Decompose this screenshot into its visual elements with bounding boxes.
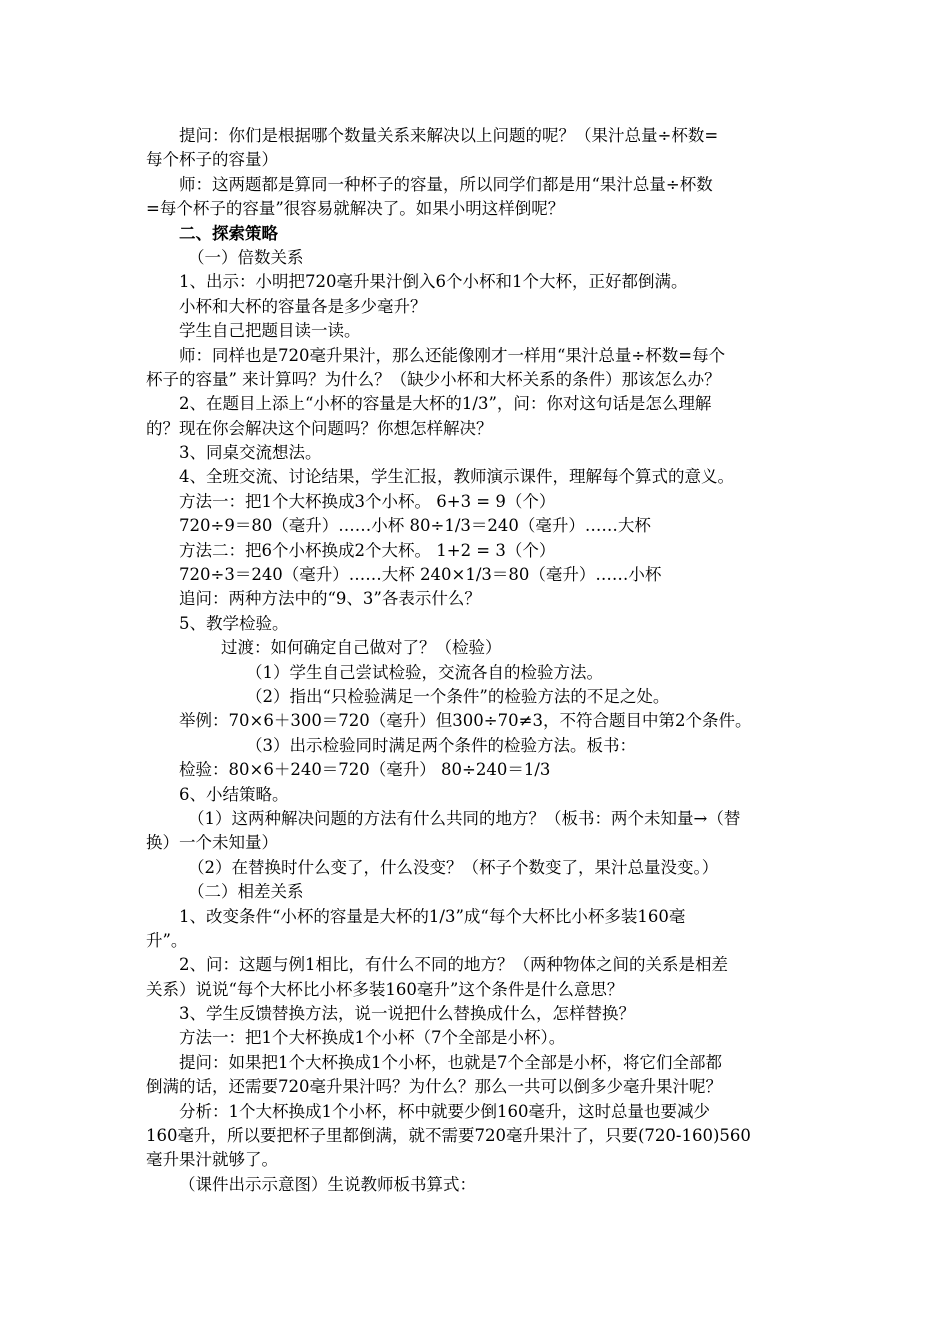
- method-line: 方法一：把1个大杯换成3个小杯。 6+3 = 9（个）: [179, 491, 556, 511]
- paragraph-line: 毫升果汁就够了。: [146, 1150, 278, 1170]
- paragraph-line: 杯子的容量” 来计算吗？为什么？（缺少小杯和大杯关系的条件）那该怎么办？: [146, 369, 721, 389]
- paragraph-line: （3）出示检验同时满足两个条件的检验方法。板书：: [246, 735, 636, 755]
- paragraph-line: 过渡：如何确定自己做对了？（检验）: [221, 638, 502, 658]
- formula-line: 720÷3＝240（毫升）……大杯 240×1/3＝80（毫升）……小杯: [179, 565, 662, 585]
- paragraph-line: 2、问：这题与例1相比，有什么不同的地方？（两种物体之间的关系是相差: [179, 955, 728, 975]
- paragraph-line: 倒满的话，还需要720毫升果汁吗？为什么？那么一共可以倒多少毫升果汁呢？: [146, 1077, 722, 1097]
- paragraph-line: （1）这两种解决问题的方法有什么共同的地方？（板书：两个未知量→（替: [188, 808, 741, 828]
- paragraph-line: 提问：你们是根据哪个数量关系来解决以上问题的呢？（果汁总量÷杯数=: [179, 126, 719, 145]
- formula-line: 检验：80×6＋240＝720（毫升） 80÷240＝1/3: [179, 760, 551, 780]
- paragraph-line: 提问：如果把1个大杯换成1个小杯，也就是7个全部是小杯，将它们全部都: [179, 1052, 722, 1072]
- paragraph-line: 6、小结策略。: [179, 784, 289, 804]
- paragraph-line: （课件出示示意图）生说教师板书算式：: [179, 1174, 476, 1194]
- paragraph-line: 关系）说说“每个大杯比小杯多装160毫升”这个条件是什么意思？: [146, 979, 624, 999]
- paragraph-line: （2）指出“只检验满足一个条件”的检验方法的不足之处。: [246, 686, 670, 706]
- paragraph-line: 小杯和大杯的容量各是多少毫升？: [179, 296, 427, 316]
- paragraph-line: 师：这两题都是算同一种杯子的容量，所以同学们都是用“果汁总量÷杯数: [179, 174, 713, 194]
- paragraph-line: （1）学生自己尝试检验，交流各自的检验方法。: [246, 662, 603, 682]
- paragraph-line: 5、教学检验。: [179, 613, 289, 633]
- paragraph-line: 4、全班交流、讨论结果，学生汇报，教师演示课件，理解每个算式的意义。: [179, 467, 734, 487]
- subsection-heading: （一）倍数关系: [188, 247, 304, 267]
- paragraph-line: 2、在题目上添上“小杯的容量是大杯的1/3”，问：你对这句话是怎么理解: [179, 394, 712, 414]
- paragraph-line: 160毫升，所以要把杯子里都倒满，就不需要720毫升果汁了，只要(720-160)560: [146, 1126, 751, 1146]
- paragraph-line: （2）在替换时什么变了，什么没变？（杯子个数变了，果汁总量没变。）: [188, 857, 719, 877]
- example-line: 举例：70×6＋300＝720（毫升）但300÷70≠3，不符合题目中第2个条件。: [179, 711, 752, 731]
- paragraph-line: 追问：两种方法中的“9、3”各表示什么？: [179, 589, 481, 609]
- paragraph-line: =每个杯子的容量”很容易就解决了。如果小明这样倒呢？: [146, 199, 565, 219]
- paragraph-line: 3、学生反馈替换方法，说一说把什么替换成什么，怎样替换？: [179, 1004, 635, 1024]
- paragraph-line: 换）一个未知量）: [146, 833, 278, 853]
- method-line: 方法二：把6个小杯换成2个大杯。 1+2 = 3（个）: [179, 540, 556, 560]
- paragraph-line: 师：同样也是720毫升果汁，那么还能像刚才一样用“果汁总量÷杯数=每个: [179, 345, 726, 365]
- paragraph-line: 分析：1个大杯换成1个小杯，杯中就要少倒160毫升，这时总量也要减少: [179, 1101, 710, 1121]
- formula-line: 720÷9＝80（毫升）……小杯 80÷1/3＝240（毫升）……大杯: [179, 516, 651, 536]
- document-body: [146, 124, 816, 1197]
- subsection-heading: （二）相差关系: [188, 882, 304, 902]
- paragraph-line: 1、出示：小明把720毫升果汁倒入6个小杯和1个大杯，正好都倒满。: [179, 272, 688, 292]
- paragraph-line: 1、改变条件“小杯的容量是大杯的1/3”成“每个大杯比小杯多装160毫: [179, 906, 686, 926]
- paragraph-line: 的？现在你会解决这个问题吗？你想怎样解决？: [146, 418, 493, 438]
- paragraph-line: 升”。: [146, 930, 188, 950]
- paragraph-line: 学生自己把题目读一读。: [179, 321, 361, 341]
- section-heading: 二、探索策略: [179, 223, 278, 243]
- paragraph-line: 每个杯子的容量）: [146, 150, 278, 170]
- method-line: 方法一：把1个大杯换成1个小杯（7个全部是小杯）。: [179, 1028, 566, 1048]
- paragraph-line: 3、同桌交流想法。: [179, 443, 322, 463]
